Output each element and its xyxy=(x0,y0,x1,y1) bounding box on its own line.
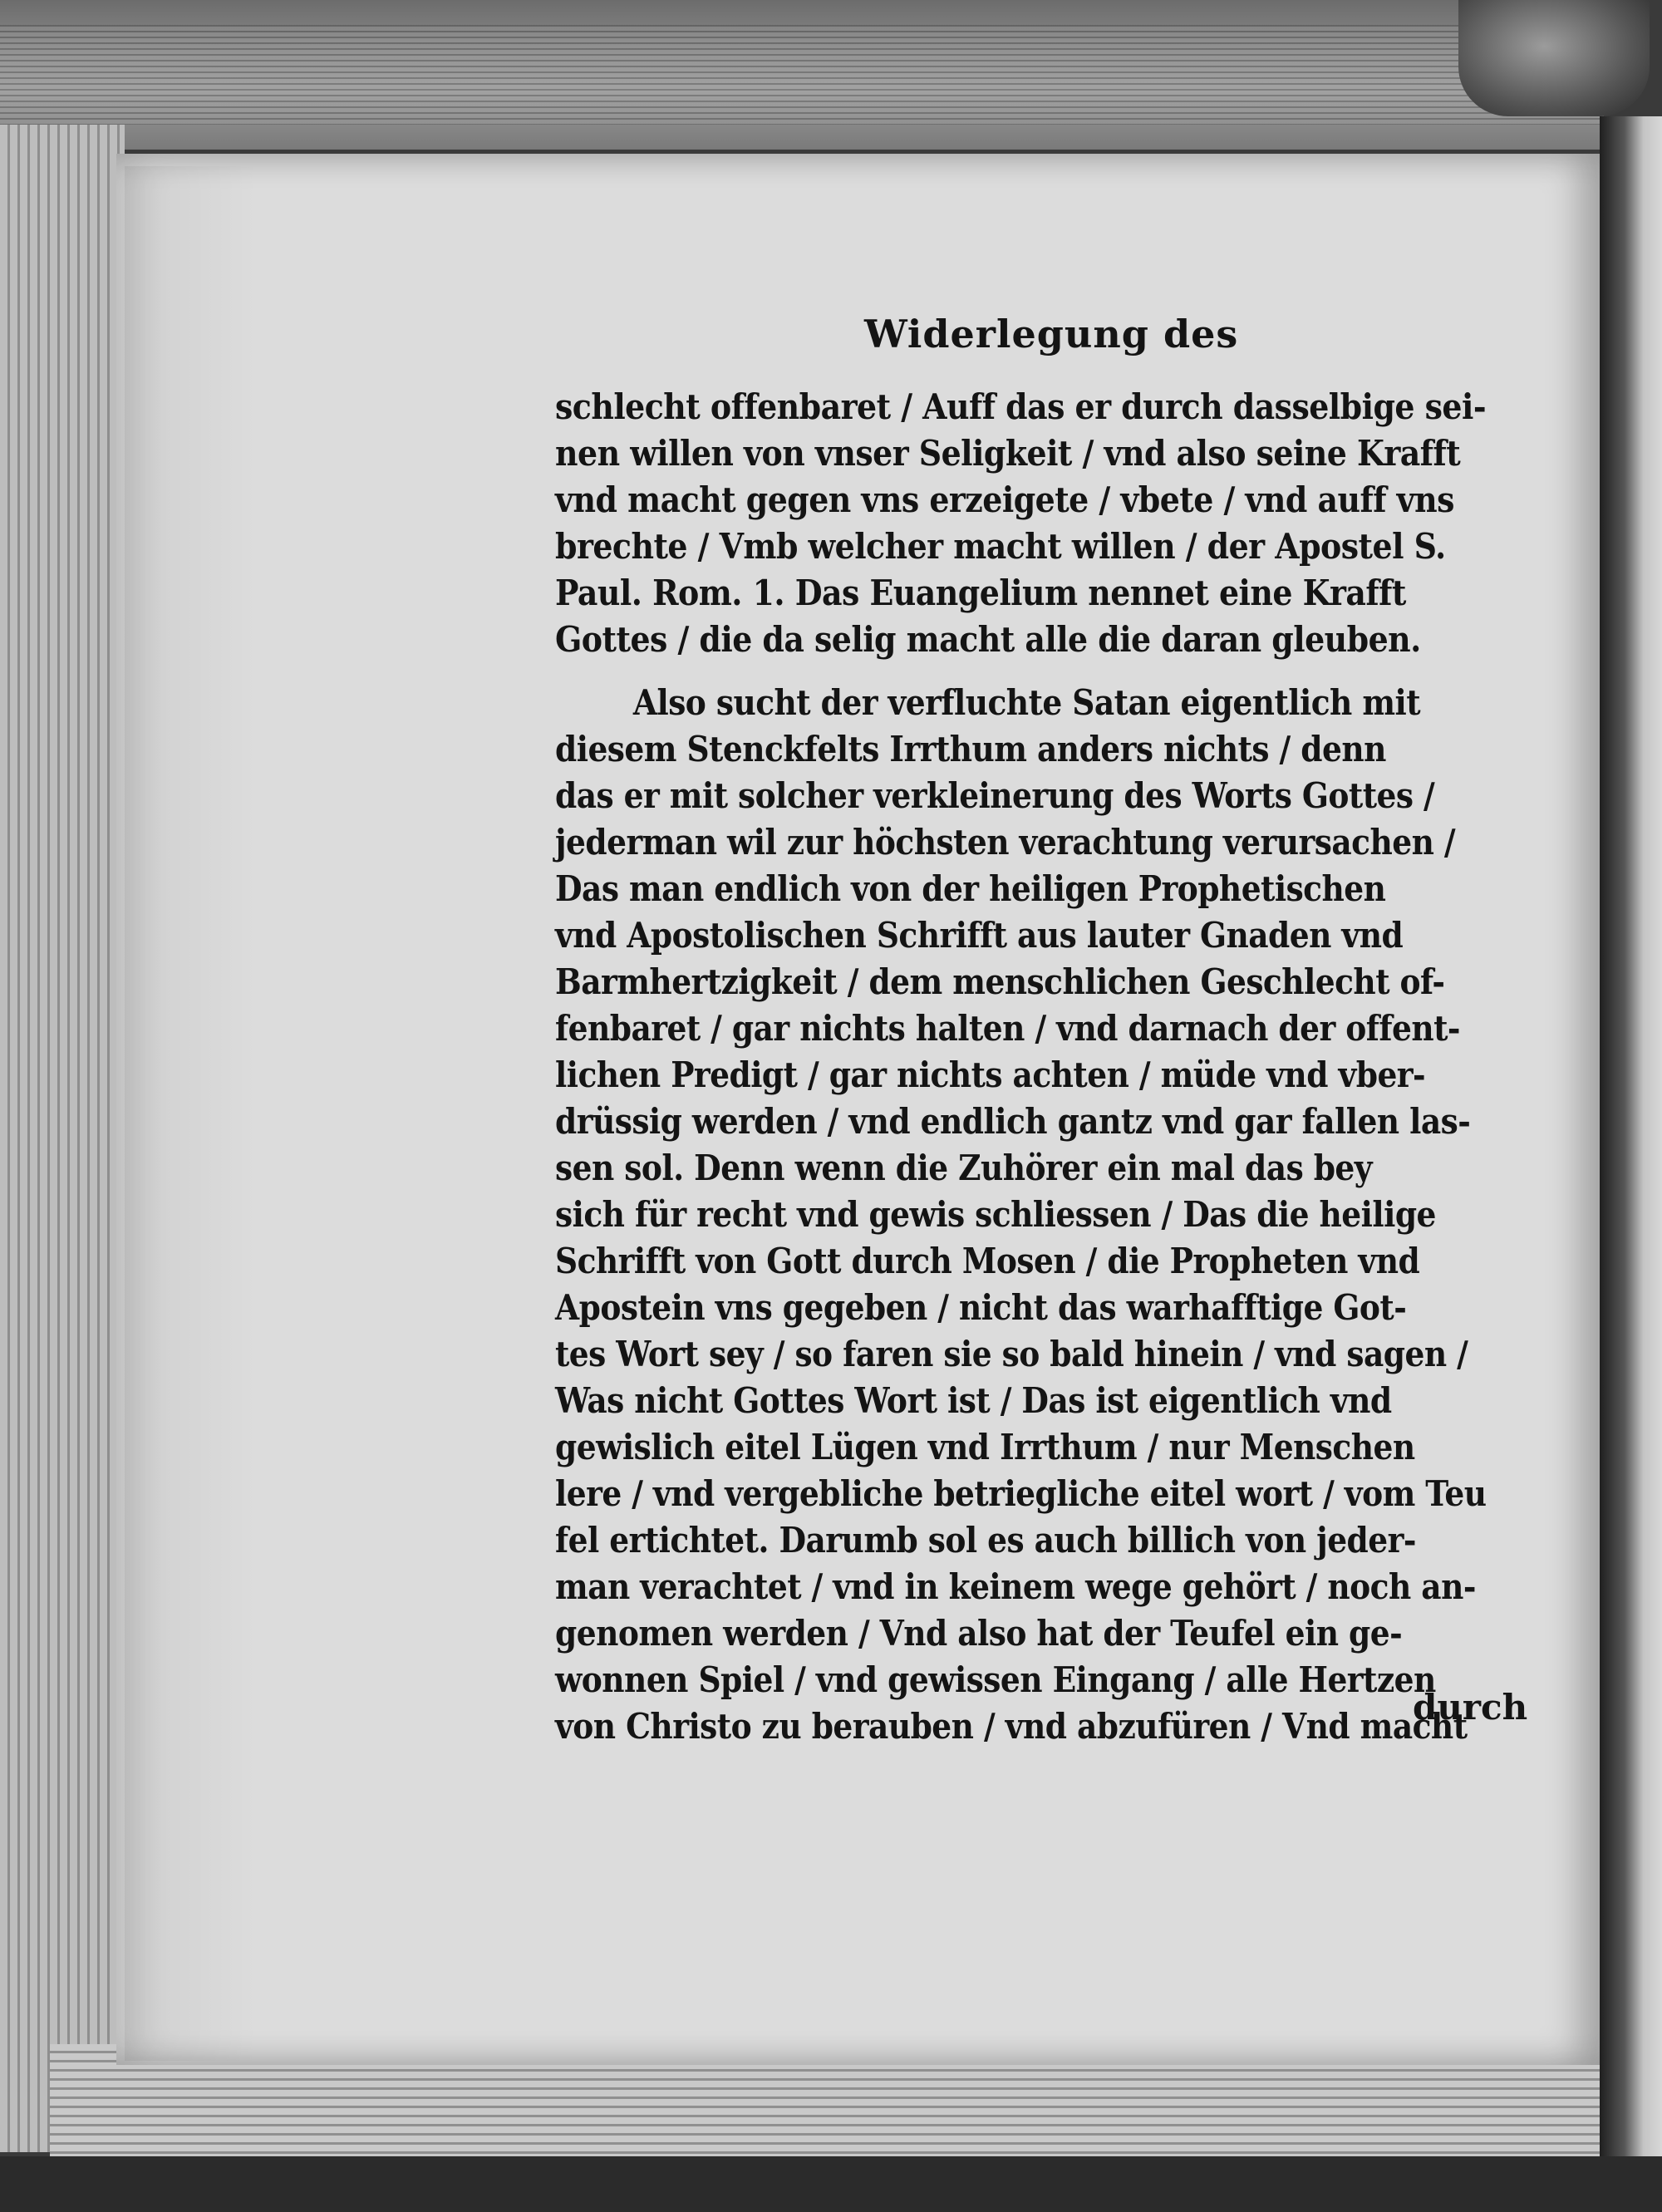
background-band xyxy=(0,2156,1662,2212)
book-gutter xyxy=(1600,116,1662,2212)
text-line: das er mit solcher verkleinerung des Worts Gottes / xyxy=(555,775,1435,816)
paragraph-2 xyxy=(555,680,1596,1750)
catchword: durch xyxy=(1413,1687,1528,1728)
text-line: wonnen Spiel / vnd gewissen Eingang / alle Hertzen xyxy=(555,1659,1436,1700)
text-line: lere / vnd vergebliche betriegliche eitel wort / vom Teu xyxy=(555,1473,1487,1514)
text-line: sich für recht vnd gewis schliessen / Das die heilige xyxy=(555,1194,1436,1235)
text-line: von Christo zu berauben / vnd abzufüren / Vnd macht xyxy=(555,1706,1468,1747)
text-line: sen sol. Denn wenn die Zuhörer ein mal das bey xyxy=(555,1148,1373,1188)
text-line: Paul. Rom. 1. Das Euangelium nennet eine Krafft xyxy=(555,573,1406,613)
text-line: fenbaret / gar nichts halten / vnd darnach der offent- xyxy=(555,1008,1460,1049)
text-line: jederman wil zur höchsten verachtung verursachen / xyxy=(555,822,1456,863)
text-line: Gottes / die da selig macht alle die daran gleuben. xyxy=(555,619,1421,660)
text-line: nen willen von vnser Seligkeit / vnd also seine Krafft xyxy=(555,433,1461,474)
text-line: drüssig werden / vnd endlich gantz vnd gar fallen las- xyxy=(555,1101,1471,1142)
running-head: Widerlegung des xyxy=(864,312,1239,356)
text-line: Was nicht Gottes Wort ist / Das ist eigentlich vnd xyxy=(555,1380,1392,1421)
text-line: vnd Apostolischen Schrifft aus lauter Gnaden vnd xyxy=(555,915,1404,956)
text-line: gewislich eitel Lügen vnd Irrthum / nur Menschen xyxy=(555,1427,1415,1467)
text-line: schlecht offenbaret / Auff das er durch dasselbige sei- xyxy=(555,386,1487,427)
text-line: man verachtet / vnd in keinem wege gehört / noch an- xyxy=(555,1566,1476,1607)
book-clasp xyxy=(1458,0,1650,116)
text-line: Schrifft von Gott durch Mosen / die Propheten vnd xyxy=(555,1241,1420,1281)
text-line: fel ertichtet. Darumb sol es auch billich von jeder- xyxy=(555,1520,1416,1561)
text-line: lichen Predigt / gar nichts achten / müde vnd vber- xyxy=(555,1054,1426,1095)
text-line: genomen werden / Vnd also hat der Teufel ein ge- xyxy=(555,1613,1403,1654)
text-line: Apostein vns gegeben / nicht das warhafftige Got- xyxy=(555,1287,1407,1328)
text-line: brechte / Vmb welcher macht willen / der Apostel S. xyxy=(555,526,1446,567)
page-stack-left xyxy=(0,125,125,2152)
text-line: Barmhertzigkeit / dem menschlichen Geschlecht of- xyxy=(555,961,1445,1002)
text-line: Also sucht der verfluchte Satan eigentlich mit xyxy=(632,682,1421,723)
text-line: diesem Stenckfelts Irrthum anders nichts / denn xyxy=(555,729,1386,769)
paragraph-1 xyxy=(555,384,1587,663)
text-line: vnd macht gegen vns erzeigete / vbete / vnd auff vns xyxy=(555,479,1454,520)
page-shadow xyxy=(125,166,258,2061)
text-line: tes Wort sey / so faren sie so bald hinein / vnd sagen / xyxy=(555,1334,1468,1374)
text-line: Das man endlich von der heiligen Prophetischen xyxy=(555,868,1386,909)
book-top-edge xyxy=(0,0,1604,150)
